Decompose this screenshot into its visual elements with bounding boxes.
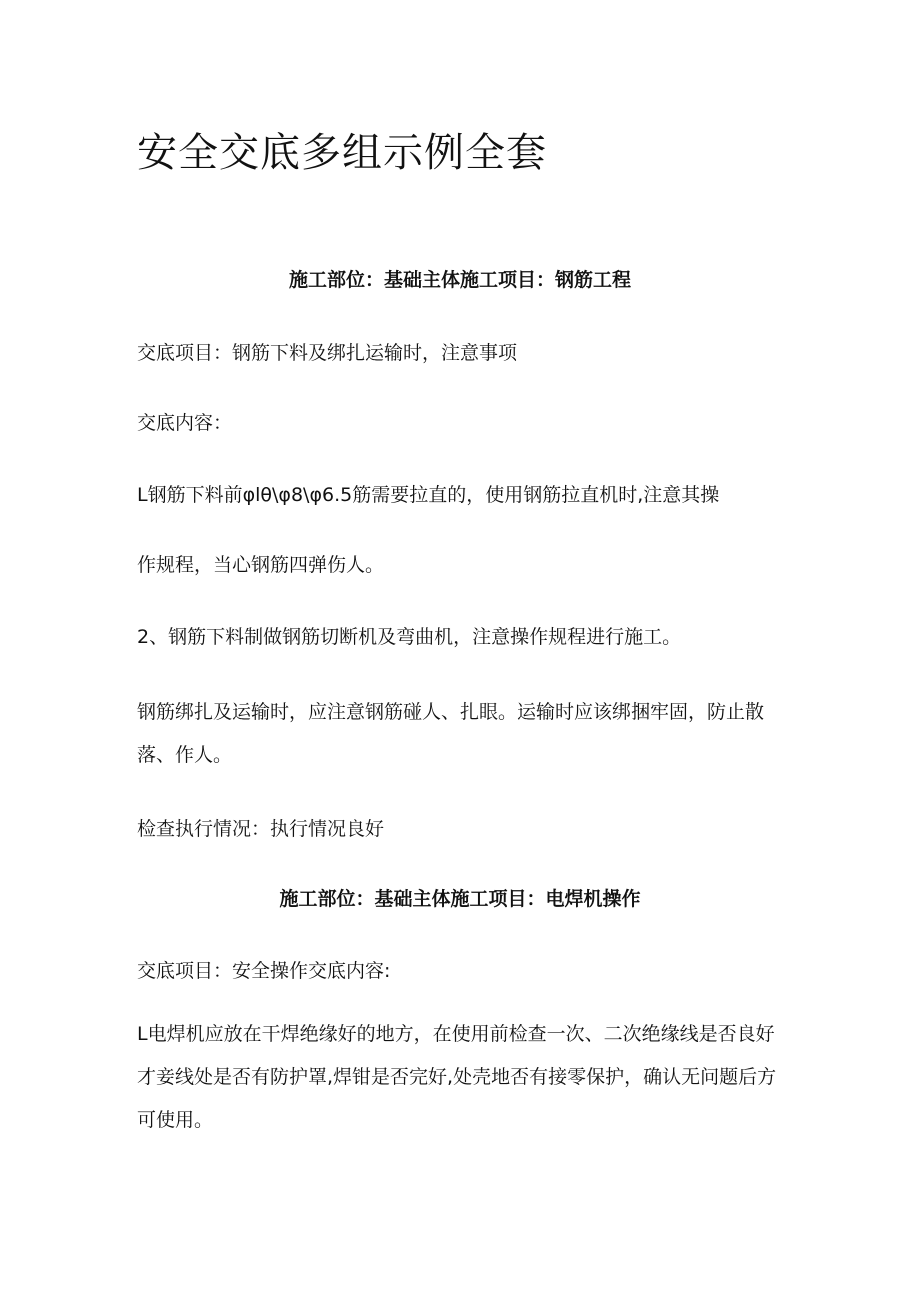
section2-heading: 施工部位：基础主体施工项目：电焊机操作 [279, 888, 641, 910]
document-title: 安全交底多组示例全套 [137, 130, 547, 176]
section1-point1-line1: L钢筋下料前φlθ\φ8\φ6.5筋需要拉直的，使用钢筋拉直机时,注意其操 [137, 484, 720, 506]
section1-point1-line2: 作规程，当心钢筋四弹伤人。 [137, 554, 385, 576]
section1-inspection: 检查执行情况：执行情况良好 [137, 818, 385, 840]
section1-content-label: 交底内容： [137, 412, 233, 434]
section1-point2: 2、钢筋下料制做钢筋切断机及弯曲机，注意操作规程进行施工。 [137, 626, 682, 648]
section2-item: 交底项目：安全操作交底内容: [137, 960, 391, 982]
section1-item: 交底项目：钢筋下料及绑扎运输时，注意事项 [137, 342, 518, 364]
section1-heading: 施工部位：基础主体施工项目：钢筋工程 [288, 269, 631, 291]
section2-point1: L电焊机应放在干焊绝缘好的地方，在使用前检查一次、二次绝缘线是否良好才妾线处是否有防护罩,焊钳是否完好,处壳地否有接零保护，确认无问题后方可使用。 [137, 1023, 777, 1131]
section1-point3: 钢筋绑扎及运输时，应注意钢筋碰人、扎眼。运输时应该绑捆牢固，防止散落、作人。 [137, 701, 765, 766]
